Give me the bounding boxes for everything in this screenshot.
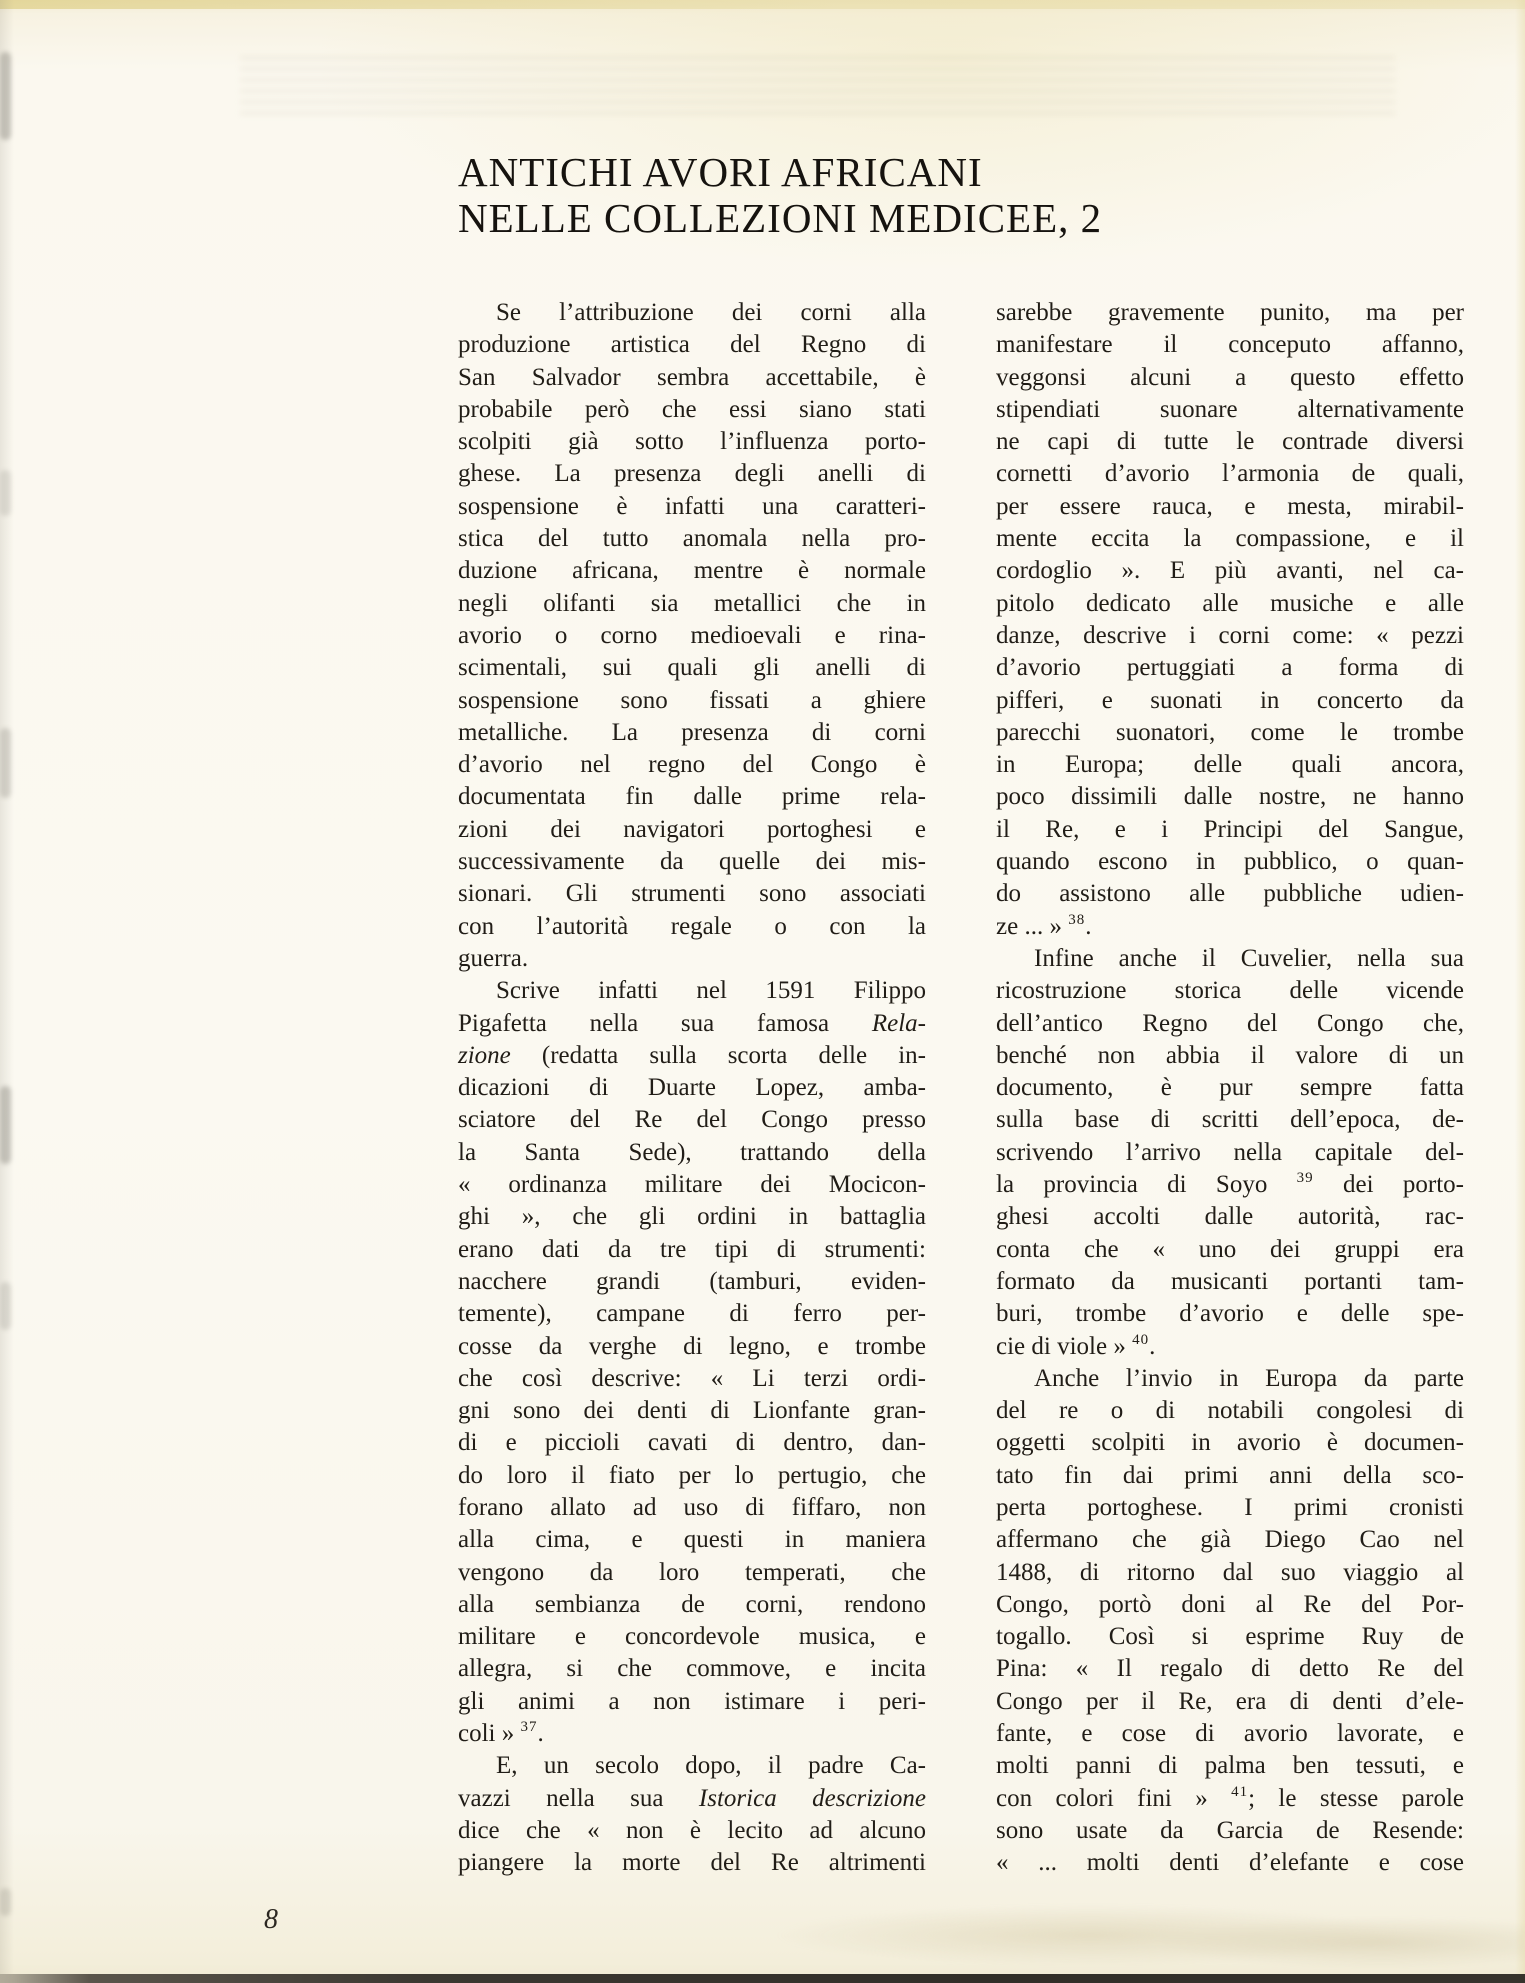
text-line: documento, è pur sempre fatta xyxy=(996,1074,1464,1102)
text-line: d’avorio pertuggiati a forma di xyxy=(996,654,1464,682)
text-line: Pigafetta nella sua famosa Rela- xyxy=(458,1009,926,1037)
text-line: cie di viole » $^{40}$. xyxy=(996,1331,1156,1360)
footnote-reference: 39 xyxy=(1296,1170,1314,1187)
text-line: scolpiti già sotto l’influenza porto- xyxy=(458,428,926,456)
text-line: nacchere grandi (tamburi, eviden- xyxy=(458,1267,926,1295)
text-line: duzione africana, mentre è normale xyxy=(458,557,926,585)
text-line: scrivendo l’arrivo nella capitale del- xyxy=(996,1138,1464,1166)
scan-artifact-streak xyxy=(0,470,11,516)
text-line: ze ... » $^{38}$. xyxy=(996,911,1092,940)
scan-artifact-bottom-bar xyxy=(0,1974,1525,1983)
text-line: manifestare il conceputo affanno, xyxy=(996,331,1464,359)
text-line: ne capi di tutte le contrade diversi xyxy=(996,428,1464,456)
text-line: do assistono alle pubbliche udien- xyxy=(996,880,1464,908)
scan-artifact-top-edge xyxy=(0,0,1525,9)
scan-artifact-streak xyxy=(0,1282,11,1330)
text-line: del re o di notabili congolesi di xyxy=(996,1397,1464,1425)
text-line: do loro il fiato per lo pertugio, che xyxy=(458,1461,926,1489)
text-line: danze, descrive i corni come: « pezzi xyxy=(996,621,1464,649)
footnote-reference: 40 xyxy=(1132,1331,1150,1348)
text-line: cornetti d’avorio l’armonia de quali, xyxy=(996,460,1464,488)
text-line: poco dissimili dalle nostre, ne hanno xyxy=(996,783,1464,811)
text-line: mente eccita la compassione, e il xyxy=(996,525,1464,553)
text-line: dicazioni di Duarte Lopez, amba- xyxy=(458,1074,926,1102)
scan-artifact-bottom-mottle xyxy=(560,1903,1525,1975)
scan-artifact-streak xyxy=(0,1086,11,1164)
text-line: allegra, si che commove, e incita xyxy=(458,1655,926,1683)
text-line: piangere la morte del Re altrimenti xyxy=(458,1849,926,1877)
text-line: sarebbe gravemente punito, ma per xyxy=(996,299,1464,326)
text-line: Congo per il Re, era di denti d’ele- xyxy=(996,1687,1464,1715)
text-line: alla cima, e questi in maniera xyxy=(458,1526,926,1554)
text-line: la provincia di Soyo $^{39}$ dei porto- xyxy=(996,1170,1464,1199)
text-line: San Salvador sembra accettabile, è xyxy=(458,363,926,391)
text-line: pifferi, e suonati in concerto da xyxy=(996,686,1464,714)
text-line: con colori fini » $^{41}$; le stesse parole xyxy=(996,1783,1464,1812)
scan-artifact-streak xyxy=(0,728,11,798)
text-line: Se l’attribuzione dei corni alla xyxy=(496,299,926,326)
text-line: zioni dei navigatori portoghesi e xyxy=(458,815,926,843)
text-line: Anche l’invio in Europa da parte xyxy=(1034,1364,1464,1392)
text-line: molti panni di palma ben tessuti, e xyxy=(996,1752,1464,1780)
text-line: sono usate da Garcia de Resende: xyxy=(996,1816,1464,1844)
scan-artifact-right-edge xyxy=(1515,0,1525,1983)
page-number: 8 xyxy=(264,1904,278,1935)
text-line: formato da musicanti portanti tam- xyxy=(996,1267,1464,1295)
text-line: « ... molti denti d’elefante e cose xyxy=(996,1849,1464,1877)
text-line: benché non abbia il valore di un xyxy=(996,1041,1464,1069)
text-line: gni sono dei denti di Lionfante gran- xyxy=(458,1397,926,1425)
text-line: togallo. Così si esprime Ruy de xyxy=(996,1623,1464,1651)
text-line: « ordinanza militare dei Mocicon- xyxy=(458,1171,926,1199)
text-line: stipendiati suonare alternativamente xyxy=(996,395,1464,423)
text-line: temente), campane di ferro per- xyxy=(458,1300,926,1328)
text-line: Congo, portò doni al Re del Por- xyxy=(996,1590,1464,1618)
text-line: sulla base di scritti dell’epoca, de- xyxy=(996,1106,1464,1134)
text-line: successivamente da quelle dei mis- xyxy=(458,848,926,876)
footnote-reference: 38 xyxy=(1068,911,1086,928)
text-line: ghesi accolti dalle autorità, rac- xyxy=(996,1203,1464,1231)
text-line: ricostruzione storica delle vicende xyxy=(996,977,1464,1005)
text-line: dice che « non è lecito ad alcuno xyxy=(458,1816,926,1844)
text-line: vazzi nella sua Istorica descrizione xyxy=(458,1784,926,1812)
text-line: sospensione è infatti una caratteri- xyxy=(458,492,926,520)
text-line: d’avorio nel regno del Congo è xyxy=(458,751,926,779)
text-line: affermano che già Diego Cao nel xyxy=(996,1526,1464,1554)
text-line: gli animi a non istimare i peri- xyxy=(458,1687,926,1715)
text-line: veggonsi alcuni a questo effetto xyxy=(996,363,1464,391)
text-line: 1488, di ritorno dal suo viaggio al xyxy=(996,1558,1464,1586)
text-line: scimentali, sui quali gli anelli di xyxy=(458,654,926,682)
text-line: documentata fin dalle prime rela- xyxy=(458,783,926,811)
footnote-reference: 37 xyxy=(520,1719,538,1736)
text-line: sciatore del Re del Congo presso xyxy=(458,1106,926,1134)
text-line: zione (redatta sulla scorta delle in- xyxy=(458,1041,926,1069)
text-line: militare e concordevole musica, e xyxy=(458,1623,926,1651)
scan-artifact-showthrough xyxy=(240,56,1395,118)
text-column-left xyxy=(458,297,926,1880)
text-line: metalliche. La presenza di corni xyxy=(458,718,926,746)
text-line: cosse da verghe di legno, e trombe xyxy=(458,1332,926,1360)
scan-artifact-left-edge xyxy=(0,0,14,1983)
text-line: erano dati da tre tipi di strumenti: xyxy=(458,1235,926,1263)
text-line: tato fin dai primi anni della sco- xyxy=(996,1461,1464,1489)
text-line: Pina: « Il regalo di detto Re del xyxy=(996,1655,1464,1683)
text-line: pitolo dedicato alle musiche e alle xyxy=(996,589,1464,617)
scan-artifact-streak xyxy=(0,1888,11,1916)
article-title-line-1: ANTICHI AVORI AFRICANI xyxy=(458,149,983,195)
text-line: alla sembianza de corni, rendono xyxy=(458,1590,926,1618)
text-line: probabile però che essi siano stati xyxy=(458,395,926,423)
text-line: in Europa; delle quali ancora, xyxy=(996,751,1464,779)
text-line: stica del tutto anomala nella pro- xyxy=(458,525,926,553)
text-line: sionari. Gli strumenti sono associati xyxy=(458,880,926,908)
text-line: cordoglio ». E più avanti, nel ca- xyxy=(996,557,1464,585)
text-line: quando escono in pubblico, o quan- xyxy=(996,848,1464,876)
text-line: conta che « uno dei gruppi era xyxy=(996,1235,1464,1263)
text-line: E, un secolo dopo, il padre Ca- xyxy=(496,1752,926,1780)
text-line: parecchi suonatori, come le trombe xyxy=(996,718,1464,746)
text-line: fante, e cose di avorio lavorate, e xyxy=(996,1720,1464,1748)
text-line: buri, trombe d’avorio e delle spe- xyxy=(996,1300,1464,1328)
text-line: ghese. La presenza degli anelli di xyxy=(458,460,926,488)
text-line: Infine anche il Cuvelier, nella sua xyxy=(1034,944,1464,972)
text-line: vengono da loro temperati, che xyxy=(458,1558,926,1586)
text-line: con l’autorità regale o con la xyxy=(458,912,926,940)
text-line: il Re, e i Principi del Sangue, xyxy=(996,815,1464,843)
text-line: ghi », che gli ordini in battaglia xyxy=(458,1203,926,1231)
text-line: guerra. xyxy=(458,944,529,972)
text-line: negli olifanti sia metallici che in xyxy=(458,589,926,617)
text-line: forano allato ad uso di fiffaro, non xyxy=(458,1493,926,1521)
text-line: sospensione sono fissati a ghiere xyxy=(458,686,926,714)
text-line: la Santa Sede), trattando della xyxy=(458,1138,926,1166)
text-line: dell’antico Regno del Congo che, xyxy=(996,1009,1464,1037)
text-line: avorio o corno medioevali e rina- xyxy=(458,621,926,649)
text-line: per essere rauca, e mesta, mirabil- xyxy=(996,492,1464,520)
article-title xyxy=(458,150,1258,241)
text-line: coli » $^{37}$. xyxy=(458,1719,544,1748)
text-line: Scrive infatti nel 1591 Filippo xyxy=(496,977,926,1005)
scan-artifact-streak xyxy=(0,52,11,140)
footnote-reference: 41 xyxy=(1231,1783,1249,1800)
article-title-line-2: NELLE COLLEZIONI MEDICEE, 2 xyxy=(458,194,1103,241)
text-line: produzione artistica del Regno di xyxy=(458,331,926,359)
text-line: perta portoghese. I primi cronisti xyxy=(996,1493,1464,1521)
text-line: oggetti scolpiti in avorio è documen- xyxy=(996,1429,1464,1457)
text-column-right xyxy=(996,297,1464,1880)
text-line: che così descrive: « Li terzi ordi- xyxy=(458,1364,926,1392)
text-line: di e piccioli cavati di dentro, dan- xyxy=(458,1429,926,1457)
